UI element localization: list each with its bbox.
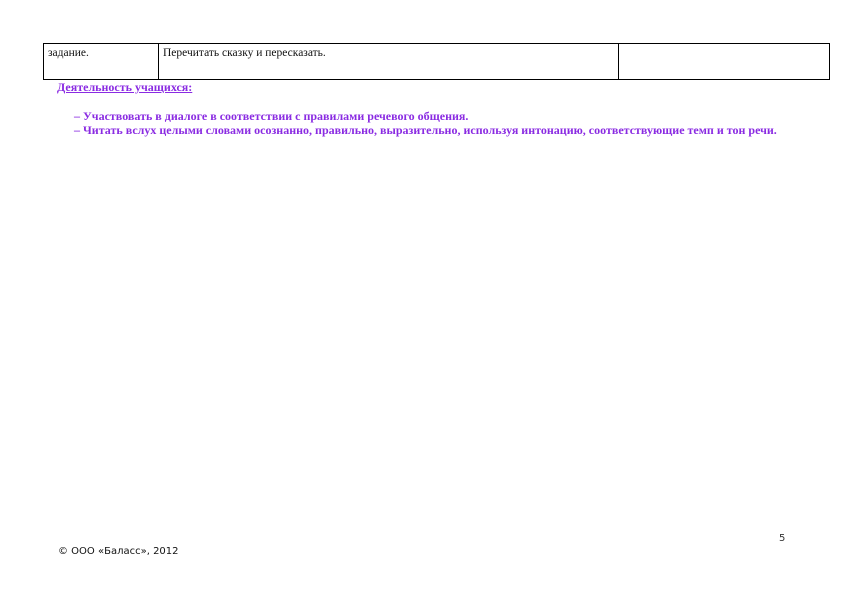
activity-heading: Деятельность учащихся:	[57, 80, 193, 94]
page-number: 5	[779, 533, 786, 544]
list-item: – Участвовать в диалоге в соответствии с правилами речевого общения.	[74, 109, 469, 123]
table-cell-label: задание.	[44, 44, 159, 80]
table-row	[44, 44, 830, 80]
student-activity-section	[57, 80, 787, 137]
table-cell-notes	[619, 44, 830, 80]
activity-list	[57, 109, 787, 137]
list-item: – Читать вслух целыми словами осознанно, правильно, выразительно, используя интонацию, соответствующие темп и тон речи.	[74, 123, 777, 137]
copyright-notice: © ООО «Баласс», 2012	[58, 546, 179, 557]
table-cell-content: Перечитать сказку и пересказать.	[159, 44, 619, 80]
lesson-plan-table	[43, 43, 830, 80]
